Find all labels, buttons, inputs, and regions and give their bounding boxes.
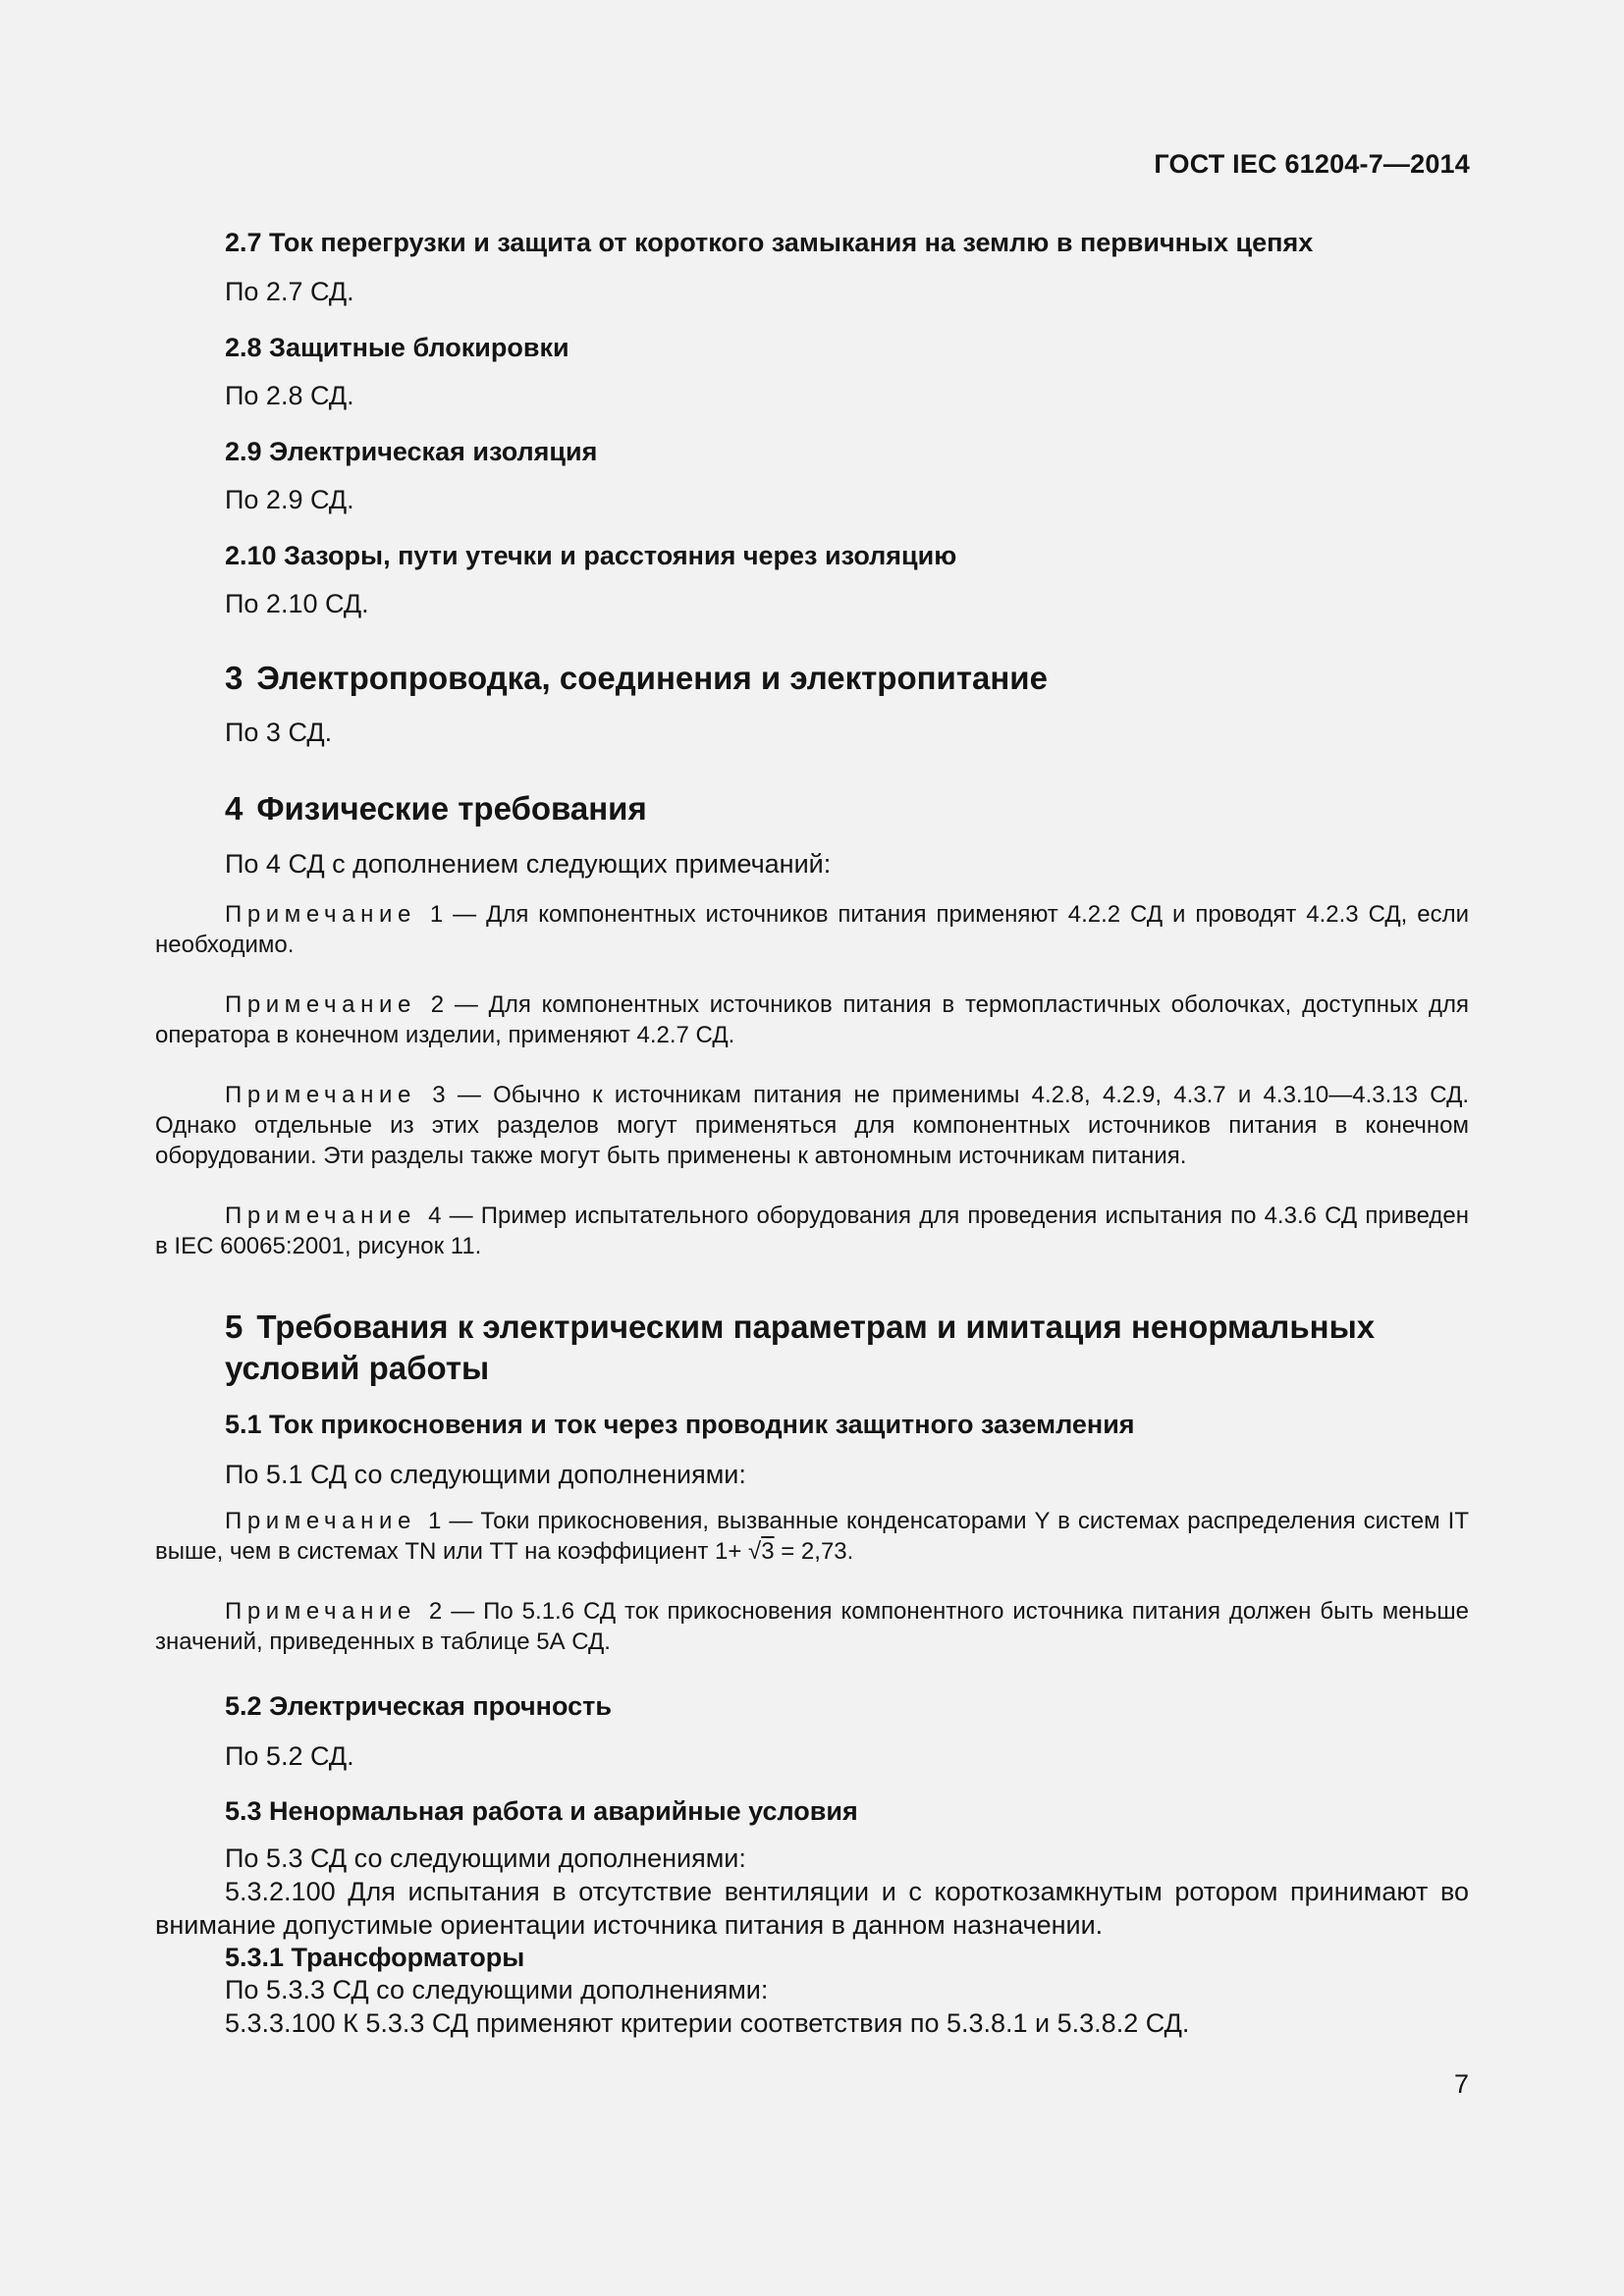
sqrt-argument: 3 xyxy=(761,1538,775,1565)
section-2-7-text: По 2.7 СД. xyxy=(225,277,354,306)
paragraph-5-3-3-100: 5.3.3.100 К 5.3.3 СД применяют критерии соответствия по 5.3.8.1 и 5.3.8.2 СД. xyxy=(225,2008,1190,2038)
section-2-10-title: 2.10 Зазоры, пути утечки и расстояния через изоляцию xyxy=(225,541,957,570)
section-5-2-title: 5.2 Электрическая прочность xyxy=(225,1691,612,1721)
section-4-note-1 xyxy=(155,899,1469,960)
section-5-number: 5 xyxy=(225,1308,244,1345)
note-number: 1 xyxy=(429,901,444,928)
section-5-1-note-1 xyxy=(155,1506,1469,1567)
note-number: 4 xyxy=(428,1202,442,1229)
note-text: — Для компонентных источников питания применяют 4.2.2 СД и проводят 4.2.3 СД, если необходимо. xyxy=(155,901,1469,958)
page-content xyxy=(155,224,1469,2040)
section-2-9-text: По 2.9 СД. xyxy=(225,485,354,514)
section-3-number: 3 xyxy=(225,660,244,696)
note-label: Примечание xyxy=(225,1202,416,1229)
section-5-3-title: 5.3 Ненормальная работа и аварийные условия xyxy=(225,1796,858,1826)
page-number: 7 xyxy=(1453,2069,1469,2099)
section-5-1-text: По 5.1 СД со следующими дополнениями: xyxy=(225,1460,746,1489)
section-5-1-note-2 xyxy=(155,1596,1469,1657)
section-5-title-line2: условий работы xyxy=(225,1350,490,1386)
note-label: Примечание xyxy=(225,901,416,928)
section-4-title: Физические требования xyxy=(256,790,647,827)
section-2-8-text: По 2.8 СД. xyxy=(225,381,354,410)
note-text: — По 5.1.6 СД ток прикосновения компонентного источника питания должен быть меньше значений, приведенных в таблице 5А СД. xyxy=(155,1598,1469,1655)
section-2-10-text: По 2.10 СД. xyxy=(225,589,369,618)
note-label: Примечание xyxy=(225,1082,416,1108)
note-label: Примечание xyxy=(225,1508,416,1534)
section-4-note-3 xyxy=(155,1080,1469,1171)
document-id-header: ГОСТ IEC 61204-7—2014 xyxy=(1154,149,1470,179)
note-text: — Пример испытательного оборудования для проведения испытания по 4.3.6 СД приведен в IEC 60065:2001, рисунок 11. xyxy=(155,1202,1469,1259)
section-5-1-title: 5.1 Ток прикосновения и ток через проводник защитного заземления xyxy=(225,1410,1135,1439)
section-3-text: По 3 СД. xyxy=(225,718,333,747)
note-label: Примечание xyxy=(225,1598,416,1625)
section-4-note-2 xyxy=(155,989,1469,1050)
note-number: 3 xyxy=(432,1082,446,1108)
note-text: — Токи прикосновения, вызванные конденсаторами Y в системах распределения систем IT выше, чем в системах TN или TT на коэффициент 1+ √ xyxy=(155,1508,1470,1565)
note-number: 2 xyxy=(430,991,445,1018)
section-4-heading xyxy=(155,788,1469,829)
section-4-number: 4 xyxy=(225,790,244,827)
subsection-5-3-1-title: 5.3.1 Трансформаторы xyxy=(225,1943,525,1972)
note-number: 1 xyxy=(427,1508,442,1534)
section-2-8-title: 2.8 Защитные блокировки xyxy=(225,333,569,362)
section-5-3-text: По 5.3 СД со следующими дополнениями: xyxy=(225,1843,746,1873)
paragraph-5-3-2-100: 5.3.2.100 Для испытания в отсутствие вентиляции и с короткозамкнутым ротором принимают во внимание допустимые ориентации источника питания в данном назначении. xyxy=(155,1877,1469,1940)
section-2-7-title: 2.7 Ток перегрузки и защита от короткого замыкания на землю в первичных цепях xyxy=(225,228,1314,257)
note-number: 2 xyxy=(428,1598,443,1625)
section-4-note-4 xyxy=(155,1201,1469,1261)
section-4-text: По 4 СД с дополнением следующих примечаний: xyxy=(225,849,832,879)
subsection-5-3-1-text: По 5.3.3 СД со следующими дополнениями: xyxy=(225,1975,769,2004)
note-label: Примечание xyxy=(225,991,416,1018)
section-5-2-text: По 5.2 СД. xyxy=(225,1741,354,1771)
section-3-heading xyxy=(155,658,1469,699)
section-5-heading xyxy=(155,1307,1469,1389)
note-text: — Обычно к источникам питания не применимы 4.2.8, 4.2.9, 4.3.7 и 4.3.10—4.3.13 СД. Однако отдельные из этих разделов могут применяться для компонентных источников питания в конечном оборудовании. Эти разделы также могут быть применены к автономным источникам питания. xyxy=(155,1082,1469,1169)
section-5-title-line1: Требования к электрическим параметрам и имитация ненормальных xyxy=(256,1308,1376,1345)
section-3-title: Электропроводка, соединения и электропитание xyxy=(256,660,1048,696)
note-text-end: = 2,73. xyxy=(774,1538,854,1565)
note-text: — Для компонентных источников питания в термопластичных оболочках, доступных для оператора в конечном изделии, применяют 4.2.7 СД. xyxy=(155,991,1469,1048)
section-2-9-title: 2.9 Электрическая изоляция xyxy=(225,437,598,466)
